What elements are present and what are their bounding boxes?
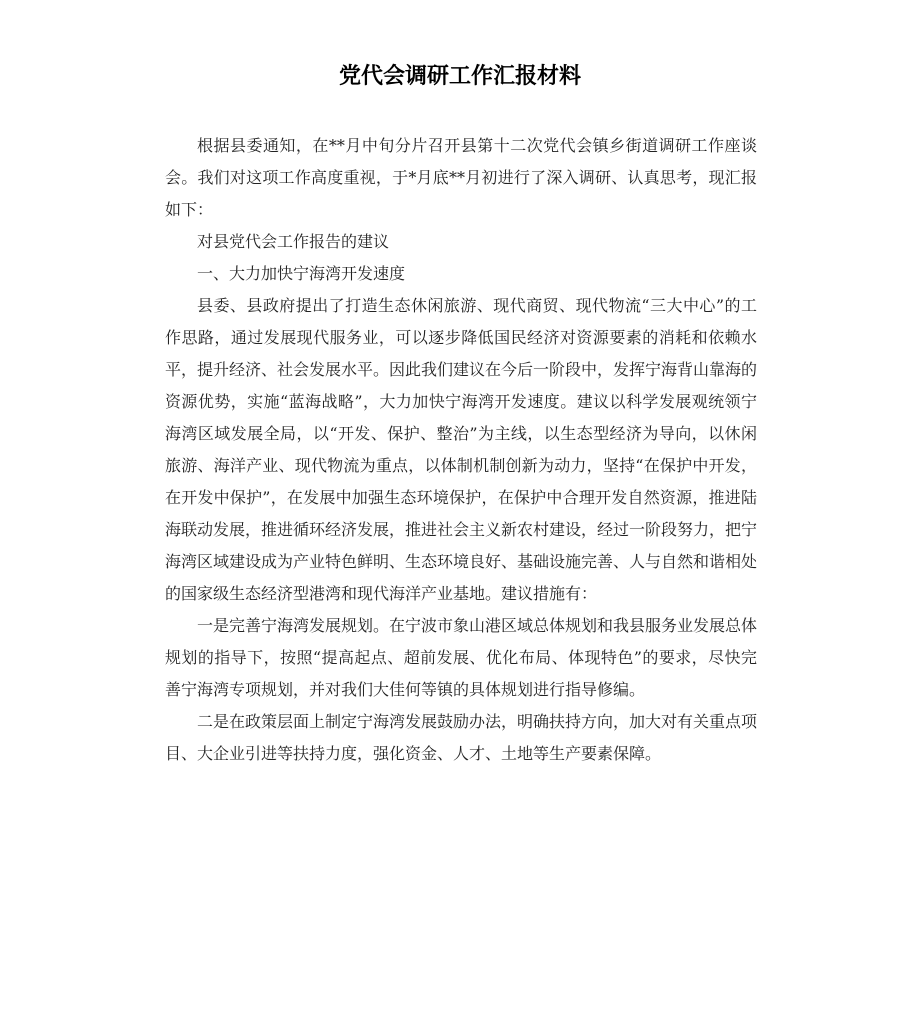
paragraph-section-heading: 对县党代会工作报告的建议 bbox=[197, 232, 390, 251]
paragraph-measure-1: 一是完善宁海湾发展规划。在宁波市象山港区域总体规划和我县服务业发展总体规划的指导下，按照“提高起点、超前发展、优化布局、体现特色”的要求，尽快完善宁海湾专项规划，并对我们大佳何等镇的具体规划进行指导修编。 bbox=[165, 616, 758, 699]
document-body bbox=[165, 130, 757, 770]
paragraph-measure-2: 二是在政策层面上制定宁海湾发展鼓励办法，明确扶持方向，加大对有关重点项目、大企业引进等扶持力度，强化资金、人才、土地等生产要素保障。 bbox=[165, 712, 758, 763]
document-title: 党代会调研工作汇报材料 bbox=[338, 64, 581, 89]
paragraph-subheading-1: 一、大力加快宁海湾开发速度 bbox=[197, 264, 406, 283]
paragraph-intro: 根据县委通知，在**月中旬分片召开县第十二次党代会镇乡街道调研工作座谈会。我们对这项工作高度重视，于*月底**月初进行了深入调研、认真思考，现汇报如下： bbox=[165, 136, 757, 219]
paragraph-main: 县委、县政府提出了打造生态休闲旅游、现代商贸、现代物流“三大中心”的工作思路，通过发展现代服务业，可以逐步降低国民经济对资源要素的消耗和依赖水平，提升经济、社会发展水平。因此我们建议在今后一阶段中，发挥宁海背山靠海的资源优势，实施“蓝海战略”，大力加快宁海湾开发速度。建议以科学发展观统领宁海湾区域发展全局，以“开发、保护、整治”为主线，以生态型经济为导向，以休闲旅游、海洋产业、现代物流为重点，以体制机制创新为动力，坚持“在保护中开发，在开发中保护”，在发展中加强生态环境保护，在保护中合理开发自然资源，推进陆海联动发展，推进循环经济发展，推进社会主义新农村建设，经过一阶段努力，把宁海湾区域建设成为产业特色鲜明、生态环境良好、基础设施完善、人与自然和谐相处的国家级生态经济型港湾和现代海洋产业基地。建议措施有： bbox=[165, 296, 758, 603]
